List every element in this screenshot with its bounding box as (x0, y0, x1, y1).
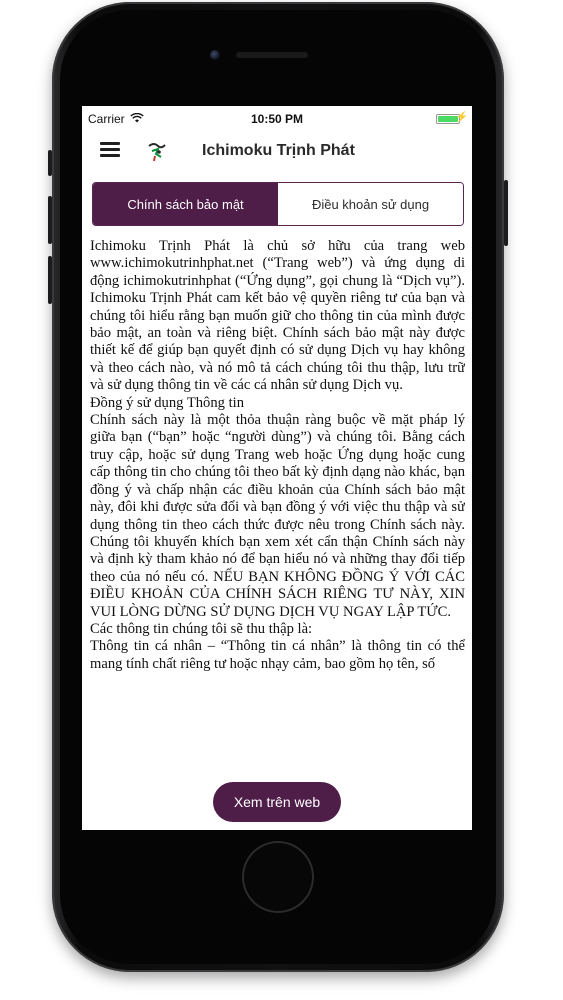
status-time: 10:50 PM (250, 112, 304, 126)
earpiece-speaker (236, 52, 308, 58)
carrier-label: Carrier (88, 112, 125, 126)
status-bar (82, 106, 472, 130)
home-button[interactable] (244, 843, 312, 911)
mute-switch (48, 150, 52, 176)
volume-down-button (48, 256, 52, 304)
paragraph-personal-info: Thông tin cá nhân – “Thông tin cá nhân” là thông tin có thể mang tính chất riêng tư hoặc nhạy cảm, bao gồm họ tên, số (90, 638, 465, 672)
policy-content[interactable] (90, 238, 465, 772)
front-camera (210, 50, 220, 60)
paragraph-intro: Ichimoku Trịnh Phát là chủ sở hữu của trang web www.ichimokutrinhphat.net (“Trang web”) và ứng dụng di động ichimokutrinhphat (“Ứng dụng”, gọi chung là “Dịch vụ”). Ichimoku Trịnh Phát cam kết bảo vệ quyền riêng tư của bạn và chúng tôi hiểu rằng bạn muốn giữ cho thông tin của mình được bảo mật, an toàn và riêng biệt. Chính sách bảo mật này được thiết kế để giúp bạn quyết định có sử dụng Dịch vụ hay không và theo cách nào, và nó mô tả cách chúng tôi thu thập, lưu trữ và sử dụng thông tin về các cá nhân sử dụng Dịch vụ. (90, 238, 465, 394)
bolt-icon: ⚡ (455, 112, 468, 123)
power-button (504, 180, 508, 246)
tab-privacy-policy[interactable]: Chính sách bảo mật (93, 183, 278, 225)
paragraph-consent: Chính sách này là một thỏa thuận ràng buộc về mặt pháp lý giữa bạn (“bạn” hoặc “người dùng”) và chúng tôi. Bằng cách truy cập, hoặc sử dụng Trang web hoặc Ứng dụng hoặc cung cấp thông tin cho chúng tôi theo bất kỳ định dạng nào khác, bạn đồng ý và chấp nhận các điều khoản của Chính sách bảo mật này, đôi khi được sửa đổi và bạn đồng ý với việc thu thập và sử dụng thông tin theo cách thức được nêu trong Chính sách này. Chúng tôi khuyến khích bạn xem xét cẩn thận Chính sách này và định kỳ tham khảo nó để bạn hiểu nó và những thay đổi tiếp theo của nó nếu có. NẾU BẠN KHÔNG ĐỒNG Ý VỚI CÁC ĐIỀU KHOẢN CỦA CHÍNH SÁCH RIÊNG TƯ NÀY, XIN VUI LÒNG DỪNG SỬ DỤNG DỊCH VỤ NGAY LẬP TỨC. (90, 412, 465, 620)
view-on-web-button[interactable]: Xem trên web (213, 782, 341, 822)
page-title: Ichimoku Trịnh Phát (202, 142, 355, 159)
paragraph-consent-heading: Đồng ý sử dụng Thông tin (90, 394, 244, 411)
volume-up-button (48, 196, 52, 244)
segmented-control (92, 182, 464, 226)
nav-bar (82, 130, 472, 174)
app-screen (82, 106, 472, 830)
app-logo-icon (146, 140, 168, 162)
paragraph-collected-info: Các thông tin chúng tôi sẽ thu thập là: (90, 620, 313, 637)
tab-terms-of-use[interactable]: Điều khoản sử dụng (278, 183, 463, 225)
hamburger-menu-icon[interactable] (100, 142, 120, 158)
